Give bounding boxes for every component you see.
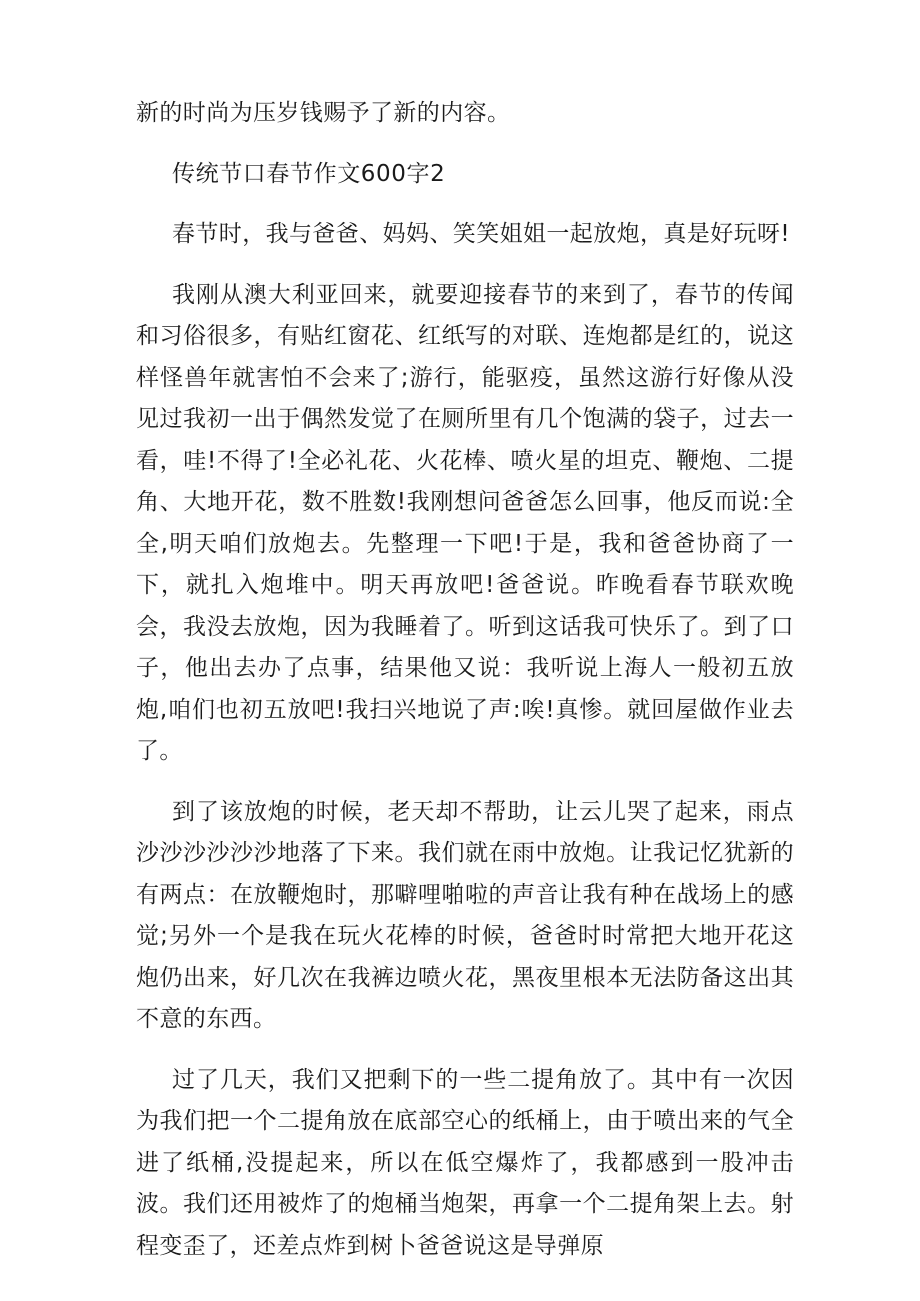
paragraph-3: 到了该放炮的时候，老天却不帮助，让云儿哭了起来，雨点沙沙沙沙沙沙地落了下来。我们就在雨中放炮。让我记忆犹新的有两点：在放鞭炮时，那噼哩啪啦的声音让我有种在战场上的感觉;另外一个是我在玩火花棒的时候，爸爸时时常把大地开花这炮仍出来，好几次在我裤边喷火花，黑夜里根本无法防备这出其不意的东西。 xyxy=(136,798,794,1032)
paragraph-2: 我刚从澳大利亚回来，就要迎接春节的来到了，春节的传闻和习俗很多，有贴红窗花、红纸写的对联、连炮都是红的，说这样怪兽年就害怕不会来了;游行，能驱疫，虽然这游行好像从没见过我初一出于偶然发觉了在厕所里有几个饱满的袋子，过去一看，哇!不得了!全必礼花、火花棒、喷火星的坦克、鞭炮、二提角、大地开花，数不胜数!我刚想问爸爸怎么回事，他反而说:全全,明天咱们放炮去。先整理一下吧!于是，我和爸爸协商了一下，就扎入炮堆中。明天再放吧!爸爸说。昨晚看春节联欢晚会，我没去放炮，因为我睡着了。听到这话我可快乐了。到了口子，他出去办了点事，结果他又说：我听说上海人一般初五放炮,咱们也初五放吧!我扫兴地说了声:唉!真惨。就回屋做作业去了。 xyxy=(136,281,794,764)
paragraph-4: 过了几天，我们又把剩下的一些二提角放了。其中有一次因为我们把一个二提角放在底部空心的纸桶上，由于喷出来的气全进了纸桶,没提起来，所以在低空爆炸了，我都感到一股冲击波。我们还用被炸了的炮桶当炮架，再拿一个二提角架上去。射程变歪了，还差点炸到树卜爸爸说这是导弹原 xyxy=(136,1066,794,1259)
document-body xyxy=(136,93,794,1267)
paragraph-1: 春节时，我与爸爸、妈妈、笑笑姐姐一起放炮，真是好玩呀! xyxy=(172,221,791,247)
essay-title: 传统节口春节作文600字2 xyxy=(172,160,446,187)
paragraph-intro-end: 新的时尚为压岁钱赐予了新的内容。 xyxy=(136,100,511,126)
